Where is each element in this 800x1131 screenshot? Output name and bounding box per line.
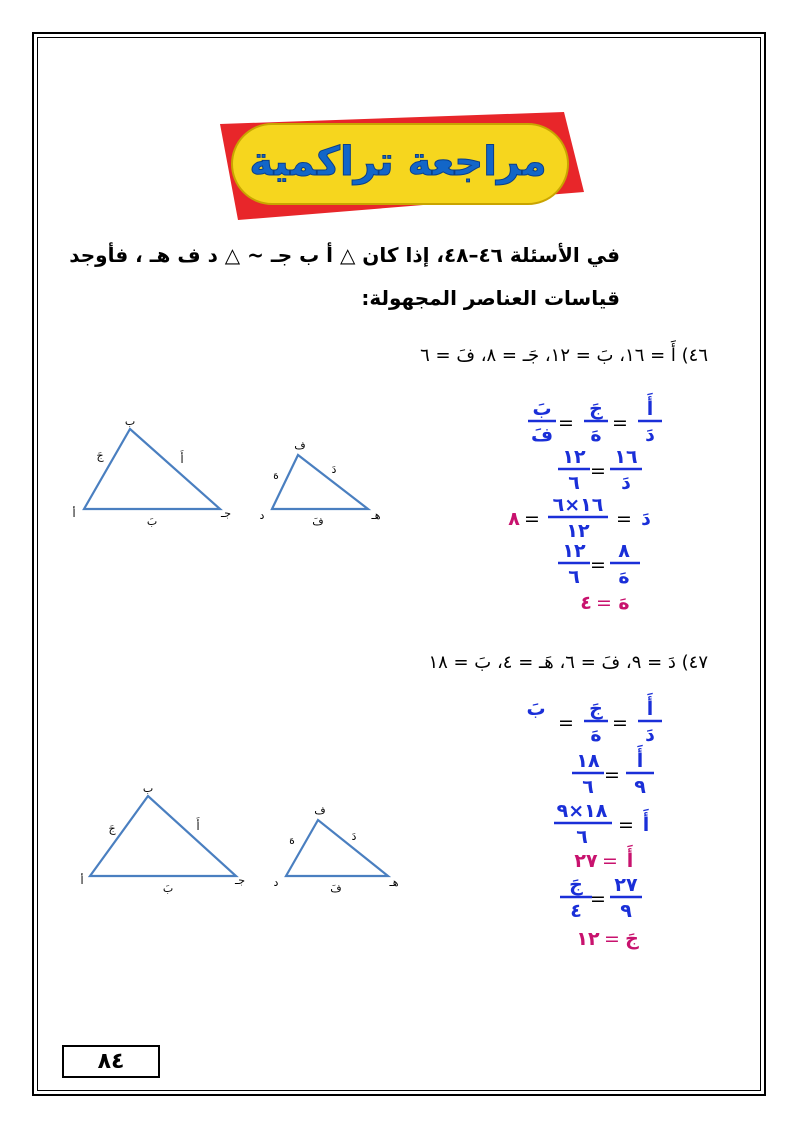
svg-text:٦: ٦: [582, 776, 594, 798]
svg-text:أ: أ: [72, 507, 76, 520]
q47-solution: [526, 695, 680, 955]
q46-l2a-den: دَ: [621, 472, 631, 494]
svg-text:د: د: [259, 509, 265, 522]
q46-l5-result: ٤: [580, 592, 592, 614]
svg-text:=: =: [558, 712, 574, 734]
q47-triangles: [70, 780, 400, 900]
svg-text:٢٧: ٢٧: [574, 850, 598, 872]
svg-text:فَ: فَ: [330, 882, 342, 895]
svg-text:هـ: هـ: [389, 876, 399, 889]
svg-text:ب: ب: [124, 415, 136, 428]
svg-text:أ: أ: [80, 874, 84, 887]
svg-text:٢٧: ٢٧: [614, 874, 638, 896]
q46-f2-den: هَ: [590, 424, 602, 446]
q46-l4a-num: ٨: [618, 540, 630, 562]
q46-l3-den: ١٢: [566, 520, 590, 542]
svg-text:أَ: أَ: [646, 698, 654, 720]
svg-text:١٢: ١٢: [576, 928, 600, 950]
triangle-dfe: [286, 820, 388, 876]
svg-text:=: =: [604, 764, 620, 786]
svg-text:أَ: أَ: [196, 820, 200, 833]
title-banner: [212, 112, 584, 222]
svg-text:٩: ٩: [620, 900, 632, 922]
svg-text:د: د: [273, 876, 279, 889]
svg-text:ف: ف: [314, 804, 326, 817]
question-47-statement: ٤٧) دَ = ٩، فَ = ٦، هَـ = ٤، بَ = ١٨: [428, 652, 708, 673]
svg-text:=: =: [618, 814, 634, 836]
svg-text:=: =: [558, 412, 574, 434]
intro-line-1: في الأسئلة ٤٦–٤٨، إذا كان △ أ ب جـ ~ △ د ف هـ ، فأوجد: [69, 243, 620, 267]
svg-text:=: =: [602, 850, 618, 872]
q46-l3-lhs: دَ: [641, 508, 651, 530]
svg-text:جَ: جَ: [625, 928, 639, 950]
page-number-box: [62, 1045, 160, 1078]
svg-text:=: =: [590, 554, 606, 576]
svg-text:ف: ف: [294, 439, 306, 452]
svg-text:أَ: أَ: [636, 750, 644, 772]
q46-l4b-den: ٦: [568, 566, 580, 588]
svg-text:دَ: دَ: [331, 463, 337, 476]
svg-text:=: =: [612, 712, 628, 734]
svg-text:هَ: هَ: [590, 724, 602, 746]
q46-l3-num: ١٦×٦: [552, 494, 604, 516]
svg-text:دَ: دَ: [351, 830, 357, 843]
svg-text:بَ: بَ: [162, 882, 174, 895]
svg-text:ب: ب: [142, 782, 154, 795]
svg-text:هَ: هَ: [273, 469, 279, 482]
svg-text:أَ: أَ: [642, 814, 650, 836]
svg-text:هـ: هـ: [371, 509, 381, 522]
svg-text:بَ: بَ: [526, 698, 546, 720]
svg-text:جـ: جـ: [234, 874, 246, 887]
svg-text:أَ: أَ: [626, 850, 634, 872]
q46-solution: [500, 395, 680, 615]
svg-text:١٨: ١٨: [576, 750, 600, 772]
q46-l2a-num: ١٦: [614, 446, 638, 468]
q46-f1-num: أَ: [646, 398, 654, 420]
q46-l3-result: ٨: [508, 508, 520, 530]
q46-f2-num: جَ: [589, 398, 603, 420]
svg-text:جَ: جَ: [108, 822, 116, 835]
triangle-dfe: [272, 455, 368, 509]
svg-text:=: =: [604, 928, 620, 950]
svg-text:١٨×٩: ١٨×٩: [556, 800, 608, 822]
svg-text:جـ: جـ: [220, 507, 232, 520]
svg-text:فَ: فَ: [312, 515, 324, 528]
page-title: مراجعة تراكمية: [249, 139, 547, 185]
triangle-abc: [90, 796, 236, 876]
svg-text:٩: ٩: [634, 776, 646, 798]
svg-text:٦: ٦: [576, 826, 588, 848]
q46-f1-den: دَ: [645, 424, 655, 446]
svg-text:٤: ٤: [570, 900, 582, 922]
svg-text:جَ: جَ: [589, 698, 603, 720]
svg-text:=: =: [590, 460, 606, 482]
q46-f3-den: فَ: [530, 424, 554, 446]
svg-text:=: =: [524, 508, 540, 530]
q46-f3-num: بَ: [532, 398, 552, 420]
svg-text:بَ: بَ: [146, 515, 158, 528]
svg-text:=: =: [590, 888, 606, 910]
svg-text:هَ: هَ: [289, 834, 295, 847]
question-46-statement: ٤٦) أَ = ١٦، بَ = ١٢، جَـ = ٨، فَ = ٦: [420, 345, 708, 366]
triangle-abc: [84, 429, 220, 509]
q46-l2b-den: ٦: [568, 472, 580, 494]
svg-text:=: =: [616, 508, 632, 530]
q46-l4b-num: ١٢: [562, 540, 586, 562]
intro-line-2: قياسات العناصر المجهولة:: [361, 286, 620, 310]
q46-triangles: [60, 415, 380, 530]
svg-text:=: =: [596, 592, 612, 614]
svg-text:أَ: أَ: [180, 453, 184, 466]
svg-text:جَ: جَ: [96, 449, 104, 462]
svg-text:جَ: جَ: [569, 874, 583, 896]
svg-text:=: =: [612, 412, 628, 434]
svg-text:دَ: دَ: [645, 724, 655, 746]
q46-l2b-num: ١٢: [562, 446, 586, 468]
q46-l4a-den: هَ: [618, 566, 630, 588]
page-number: ٨٤: [97, 1049, 125, 1074]
q46-l5-lhs: هَ: [618, 592, 630, 614]
